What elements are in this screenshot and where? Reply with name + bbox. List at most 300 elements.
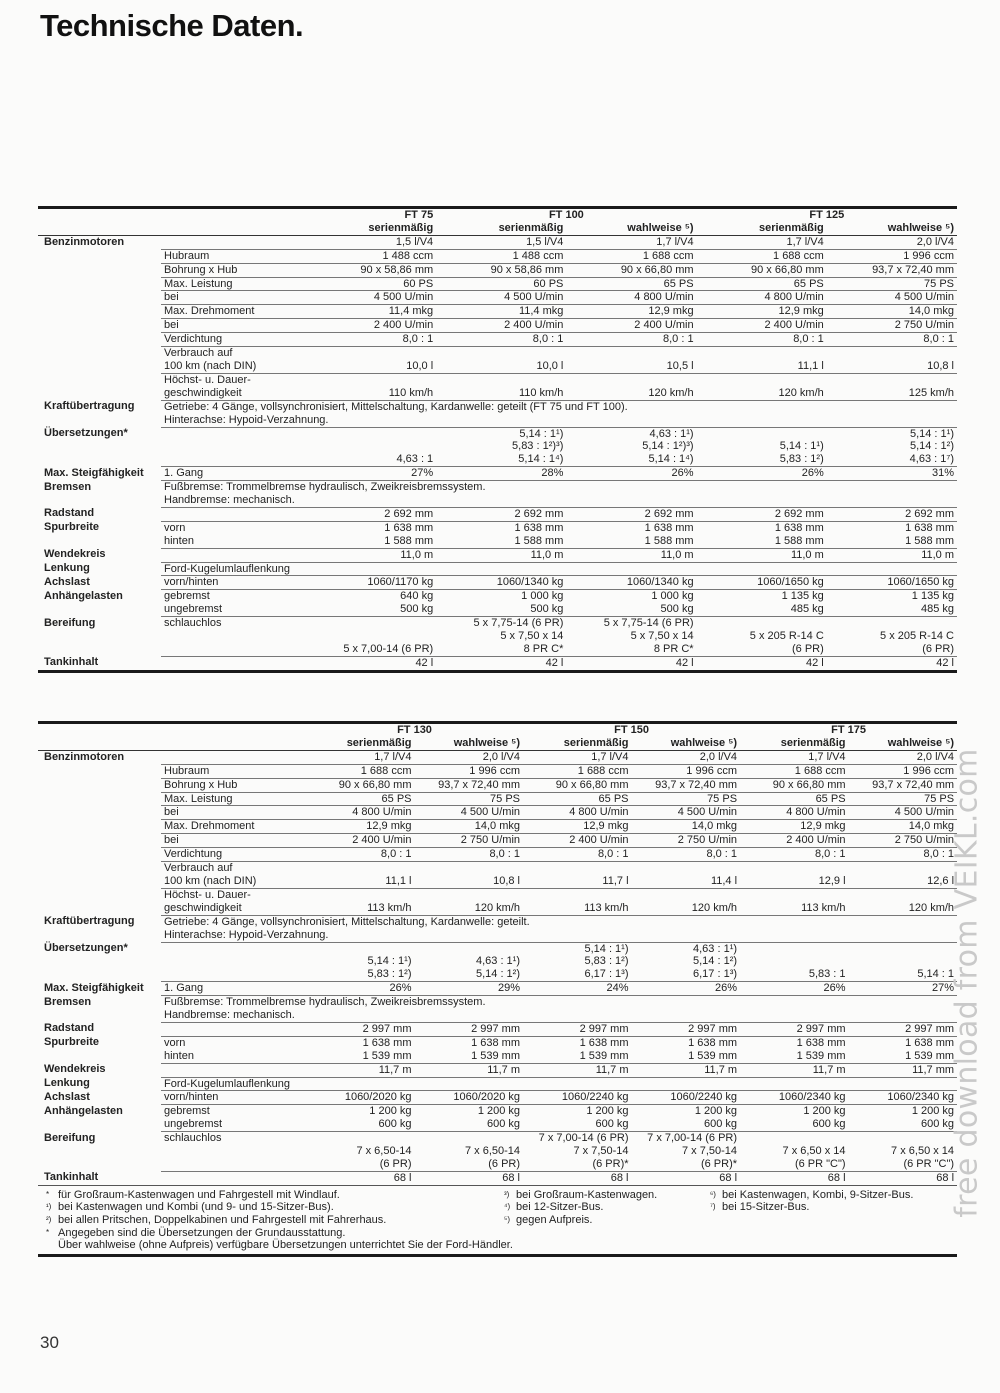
spec-value: 93,7 x 72,40 mm [415, 778, 524, 792]
spec-category [38, 764, 161, 778]
spec-value: 1 996 ccm [827, 249, 957, 263]
spec-value: 8,0 : 1 [436, 333, 566, 347]
spec-row [38, 507, 957, 521]
spec-category [38, 820, 161, 834]
spec-value: 1 996 ccm [632, 764, 741, 778]
spec-label: Max. Drehmoment [161, 820, 306, 834]
spec-label: vorn/hinten [161, 1091, 306, 1105]
page-title: Technische Daten. [40, 8, 304, 43]
spec-value: 8,0 : 1 [523, 848, 632, 862]
spec-description: Getriebe: 4 Gänge, vollsynchronisiert, Mittelschaltung, Kardanwelle: geteilt. Hinterachse: Hypoid-Verzahnung. [161, 915, 957, 942]
spec-row [38, 834, 957, 848]
spec-value: 68 l [936, 1171, 955, 1184]
footnote: ¹) bei Kastenwagen und Kombi (und 9- und 15-Sitzer-Bus). [46, 1201, 334, 1214]
spec-value: 11,7 l [523, 862, 632, 889]
spec-row [38, 750, 957, 764]
spec-value: 2 997 mm [632, 1022, 741, 1036]
spec-label: bei [161, 806, 306, 820]
spec-value: 65 PS [740, 792, 849, 806]
spec-value: 75 PS [827, 277, 957, 291]
spec-row [38, 1063, 957, 1077]
spec-value: 2 750 U/min [849, 834, 958, 848]
spec-value: 8,0 : 1 [632, 848, 741, 862]
spec-value: 1 638 mm 1 539 mm [523, 1036, 632, 1063]
spec-value: 1 638 mm 1 539 mm [306, 1036, 415, 1063]
spec-row [38, 1171, 957, 1184]
spec-value: 11,7 mm [849, 1063, 958, 1077]
spec-value: 65 PS [566, 277, 696, 291]
spec-value: 1 996 ccm [849, 764, 958, 778]
spec-label [161, 656, 306, 669]
model-header-row [38, 724, 957, 737]
spec-value: 1 488 ccm [306, 249, 436, 263]
footnote: ⁴) bei 12-Sitzer-Bus. [504, 1201, 604, 1214]
spec-value: 5,83 : 1 [740, 942, 849, 982]
spec-value: 2,0 l/V4 [415, 750, 524, 764]
spec-value: 90 x 66,80 mm [306, 778, 415, 792]
spec-category: Anhängelasten [44, 589, 123, 602]
spec-category [38, 305, 161, 319]
spec-category [38, 291, 161, 305]
spec-category [38, 778, 161, 792]
variant-label: wahlweise ⁵) [415, 737, 524, 750]
spec-category [38, 249, 161, 263]
spec-value: 90 x 58,86 mm [436, 263, 566, 277]
spec-category: Radstand [44, 507, 95, 520]
spec-row [38, 764, 957, 778]
spec-category: Benzinmotoren [44, 750, 125, 763]
spec-value: 1 638 mm 1 539 mm [849, 1036, 958, 1063]
spec-value: 1060/1170 kg [306, 576, 436, 590]
spec-value: 11,1 l [697, 347, 827, 374]
spec-value: 120 km/h [415, 888, 524, 915]
spec-value: 68 l [827, 1171, 846, 1184]
spec-row [38, 305, 957, 319]
spec-value: 93,7 x 72,40 mm [849, 778, 958, 792]
spec-value: 1 688 ccm [306, 764, 415, 778]
spec-value: 5,14 : 1¹) 5,83 : 1²)³) 5,14 : 1⁴) [436, 427, 566, 467]
spec-label [161, 1022, 306, 1036]
footnote: ³) bei Großraum-Kastenwagen. [504, 1188, 658, 1201]
spec-value: 8,0 : 1 [306, 333, 436, 347]
spec-label: bei [161, 291, 306, 305]
spec-row [38, 277, 957, 291]
spec-value: 2 692 mm [566, 507, 696, 521]
spec-value: 640 kg 500 kg [306, 590, 436, 617]
model-header-row [38, 209, 957, 222]
spec-category: Wendekreis [44, 1063, 106, 1076]
spec-value: 2 997 mm [415, 1022, 524, 1036]
spec-value: 2 400 U/min [740, 834, 849, 848]
footnote: ⁵) gegen Aufpreis. [504, 1214, 593, 1226]
spec-value: 5 x 7,00-14 (6 PR) [306, 617, 436, 657]
spec-value: 5,14 : 1¹) 5,83 : 1²) [306, 942, 415, 982]
spec-value: 4,63 : 1¹) 5,14 : 1²) 6,17 : 1³) [632, 942, 741, 982]
spec-value: 11,7 m [740, 1063, 849, 1077]
model-name: FT 175 [831, 724, 866, 736]
spec-description: Fußbremse: Trommelbremse hydraulisch, Zweikreisbremssystem. Handbremse: mechanisch. [161, 481, 957, 508]
spec-label [161, 548, 306, 562]
spec-value: 11,4 l [632, 862, 741, 889]
spec-value: 5,14 : 1¹) 5,83 : 1²) 6,17 : 1³) [523, 942, 632, 982]
spec-label: schlauchlos [161, 1132, 306, 1172]
spec-value: 4 800 U/min [523, 806, 632, 820]
spec-category [38, 373, 161, 400]
spec-category: Spurbreite [44, 521, 100, 534]
spec-value: 120 km/h [566, 373, 696, 400]
spec-category: Übersetzungen* [44, 942, 128, 954]
spec-value: 2 997 mm [523, 1022, 632, 1036]
spec-value: 68 l [502, 1171, 521, 1184]
spec-value: 42 l [936, 656, 954, 669]
spec-row [38, 347, 957, 374]
spec-value: 2,0 l/V4 [827, 235, 957, 249]
spec-value: 1060/1340 kg [566, 576, 696, 590]
footnote: * für Großraum-Kastenwagen und Fahrgestell mit Windlauf. [46, 1188, 340, 1201]
spec-value: 7 x 7,00-14 (6 PR) 7 x 7,50-14 (6 PR)* [523, 1132, 632, 1172]
spec-value: 1060/2240 kg [523, 1091, 632, 1105]
variant-label: serienmäßig [306, 222, 436, 235]
spec-row [38, 915, 957, 942]
footnotes [38, 1185, 957, 1254]
spec-value: 4 500 U/min [436, 291, 566, 305]
spec-value: 120 km/h [849, 888, 958, 915]
spec-row [38, 481, 957, 508]
spec-category: Übersetzungen* [44, 427, 128, 439]
spec-row [38, 467, 957, 481]
spec-value: 10,8 l [415, 862, 524, 889]
spec-value: 11,0 m [697, 548, 827, 562]
spec-value: 11,7 m [415, 1063, 524, 1077]
spec-label: Max. Leistung [161, 792, 306, 806]
spec-value: 2,0 l/V4 [632, 750, 741, 764]
spec-label: Verbrauch auf 100 km (nach DIN) [161, 347, 306, 374]
spec-category: Achslast [44, 1090, 90, 1103]
spec-value: 1 200 kg 600 kg [523, 1105, 632, 1132]
spec-value: 5 x 205 R-14 C (6 PR) [827, 617, 957, 657]
spec-value: 1 688 ccm [523, 764, 632, 778]
spec-value: 10,5 l [566, 347, 696, 374]
spec-value: 75 PS [415, 792, 524, 806]
spec-value: 4 500 U/min [632, 806, 741, 820]
spec-label: Verdichtung [161, 848, 306, 862]
spec-row [38, 1022, 957, 1036]
spec-category: Bereifung [44, 1131, 96, 1144]
spec-category: Lenkung [44, 1077, 90, 1090]
spec-value: 2 400 U/min [523, 834, 632, 848]
spec-value: 10,0 l [436, 347, 566, 374]
spec-value: 1060/1650 kg [697, 576, 827, 590]
spec-row [38, 996, 957, 1023]
model-name: FT 125 [809, 209, 845, 221]
page-number: 30 [40, 1333, 59, 1352]
spec-value: 1,5 l/V4 [306, 235, 436, 249]
spec-row [38, 400, 957, 427]
spec-value: 12,9 mkg [566, 305, 696, 319]
spec-value: 2 997 mm [849, 1022, 958, 1036]
spec-label [161, 427, 306, 467]
spec-value: 2 400 U/min [566, 319, 696, 333]
spec-value: 1 688 ccm [566, 249, 696, 263]
spec-value: 7 x 6,50-14 (6 PR) [306, 1132, 415, 1172]
spec-row [38, 548, 957, 562]
spec-value: 1060/2020 kg [306, 1091, 415, 1105]
spec-value: 11,0 m [827, 548, 957, 562]
spec-category [38, 888, 161, 915]
spec-value: 90 x 66,80 mm [740, 778, 849, 792]
spec-row [38, 1036, 957, 1063]
spec-value: 26% [632, 982, 741, 996]
spec-row [38, 1077, 957, 1091]
spec-category [38, 848, 161, 862]
spec-value: 1060/2340 kg [849, 1091, 958, 1105]
spec-value: 2 692 mm [436, 507, 566, 521]
spec-label: Hubraum [161, 249, 306, 263]
spec-value: 1,5 l/V4 [436, 235, 566, 249]
spec-value: 10,8 l [827, 347, 957, 374]
spec-value: 12,6 l [849, 862, 958, 889]
spec-label: Verbrauch auf 100 km (nach DIN) [161, 862, 306, 889]
spec-label [161, 1063, 306, 1077]
spec-value: 113 km/h [740, 888, 849, 915]
spec-value: 90 x 58,86 mm [306, 263, 436, 277]
spec-value: 1 200 kg 600 kg [740, 1105, 849, 1132]
spec-label: vorn/hinten [161, 576, 306, 590]
spec-row [38, 521, 957, 548]
spec-label: gebremst ungebremst [161, 1105, 306, 1132]
spec-table-ft75-ft125 [38, 206, 957, 673]
spec-value: 1 638 mm 1 539 mm [740, 1036, 849, 1063]
spec-value: 1 638 mm 1 588 mm [827, 521, 957, 548]
spec-value: 8,0 : 1 [306, 848, 415, 862]
variant-label: wahlweise ⁵) [849, 737, 958, 750]
spec-value: 1 638 mm 1 588 mm [566, 521, 696, 548]
spec-value: 8,0 : 1 [566, 333, 696, 347]
spec-row [38, 427, 957, 467]
spec-row [38, 1091, 957, 1105]
spec-value: 42 l [545, 656, 564, 669]
spec-value: 1,7 l/V4 [523, 750, 632, 764]
spec-row [38, 291, 957, 305]
spec-row [38, 1105, 957, 1132]
footnote: ²) bei allen Pritschen, Doppelkabinen und Fahrgestell mit Fahrerhaus. [46, 1214, 387, 1226]
spec-row [38, 806, 957, 820]
spec-value: 24% [523, 982, 632, 996]
spec-row [38, 249, 957, 263]
spec-value: 7 x 7,00-14 (6 PR) 7 x 7,50-14 (6 PR)* [632, 1132, 741, 1172]
spec-value: 4 500 U/min [849, 806, 958, 820]
spec-value: 42 l [415, 656, 434, 669]
spec-label: bei [161, 319, 306, 333]
spec-value: 90 x 66,80 mm [697, 263, 827, 277]
spec-value: 68 l [610, 1171, 629, 1184]
spec-value: 2 997 mm [740, 1022, 849, 1036]
spec-value: 5,14 : 1 [849, 942, 958, 982]
spec-category: Achslast [44, 575, 90, 588]
spec-category: Wendekreis [44, 548, 106, 561]
spec-value: 1 996 ccm [415, 764, 524, 778]
spec-category: Anhängelasten [44, 1104, 123, 1117]
spec-value: 65 PS [523, 792, 632, 806]
spec-category: Kraftübertragung [44, 400, 135, 413]
spec-label: 1. Gang [161, 467, 306, 481]
spec-category [38, 319, 161, 333]
spec-row [38, 562, 957, 576]
spec-value: 5 x 7,75-14 (6 PR) 5 x 7,50 x 14 8 PR C* [566, 617, 696, 657]
spec-value: 8,0 : 1 [740, 848, 849, 862]
spec-value: 2,0 l/V4 [849, 750, 958, 764]
footnote: Über wahlweise (ohne Aufpreis) verfügbare Übersetzungen unterrichtet Sie der Ford-Händler. [58, 1239, 513, 1252]
spec-category [38, 806, 161, 820]
spec-value: 1 638 mm 1 539 mm [632, 1036, 741, 1063]
spec-category: Bereifung [44, 616, 96, 629]
footnote: ⁷) bei 15-Sitzer-Bus. [710, 1201, 810, 1214]
spec-category: Radstand [44, 1022, 95, 1035]
spec-value: 4 800 U/min [740, 806, 849, 820]
spec-category: Spurbreite [44, 1036, 100, 1049]
spec-value: 1 638 mm 1 588 mm [436, 521, 566, 548]
spec-value: 26% [740, 982, 849, 996]
variant-label: serienmäßig [523, 737, 632, 750]
spec-label: schlauchlos [161, 617, 306, 657]
spec-description: Ford-Kugelumlauflenkung [161, 1077, 957, 1091]
model-name: FT 150 [614, 724, 649, 736]
spec-value: 12,9 mkg [740, 820, 849, 834]
spec-value: 1060/2020 kg [415, 1091, 524, 1105]
spec-label: Bohrung x Hub [161, 778, 306, 792]
spec-value: 1 488 ccm [436, 249, 566, 263]
spec-value: 4 500 U/min [827, 291, 957, 305]
spec-value: 42 l [675, 656, 694, 669]
spec-category: Bremsen [44, 480, 92, 493]
spec-value: 75 PS [849, 792, 958, 806]
spec-value: 8,0 : 1 [415, 848, 524, 862]
spec-value: 4 800 U/min [566, 291, 696, 305]
spec-value: 2 692 mm [306, 507, 436, 521]
spec-value: 27% [306, 467, 436, 481]
spec-row [38, 942, 957, 982]
spec-value: 8,0 : 1 [827, 333, 957, 347]
spec-value: 90 x 66,80 mm [523, 778, 632, 792]
spec-row [38, 576, 957, 590]
spec-label: bei [161, 834, 306, 848]
spec-label: gebremst ungebremst [161, 590, 306, 617]
spec-value: 113 km/h [306, 888, 415, 915]
spec-category: Kraftübertragung [44, 915, 135, 928]
spec-row [38, 333, 957, 347]
spec-row [38, 888, 957, 915]
spec-row [38, 848, 957, 862]
spec-value: 11,0 m [566, 548, 696, 562]
spec-value: 4,63 : 1¹) 5,14 : 1²)³) 5,14 : 1⁴) [566, 427, 696, 467]
spec-label [161, 1171, 306, 1184]
spec-value: 5,14 : 1¹) 5,83 : 1²) [697, 427, 827, 467]
spec-value: 1 200 kg 600 kg [415, 1105, 524, 1132]
spec-value: 120 km/h [632, 888, 741, 915]
spec-row [38, 656, 957, 669]
spec-value: 1060/1650 kg [827, 576, 957, 590]
spec-value: 1 638 mm 1 588 mm [306, 521, 436, 548]
spec-row [38, 373, 957, 400]
spec-value: 1 688 ccm [740, 764, 849, 778]
spec-value: 26% [697, 467, 827, 481]
spec-value: 2 750 U/min [827, 319, 957, 333]
spec-category [38, 333, 161, 347]
spec-row [38, 590, 957, 617]
spec-value: 12,9 mkg [523, 820, 632, 834]
spec-value: 26% [306, 982, 415, 996]
spec-value: 8,0 : 1 [849, 848, 958, 862]
spec-value: 1,7 l/V4 [740, 750, 849, 764]
spec-category [38, 263, 161, 277]
spec-category [38, 792, 161, 806]
spec-category [38, 347, 161, 374]
spec-value: 75 PS [632, 792, 741, 806]
spec-value: 11,4 mkg [306, 305, 436, 319]
spec-value: 1 135 kg 485 kg [697, 590, 827, 617]
spec-value: 2 750 U/min [415, 834, 524, 848]
spec-category [38, 834, 161, 848]
spec-row [38, 778, 957, 792]
spec-value: 1 638 mm 1 588 mm [697, 521, 827, 548]
spec-label: Max. Leistung [161, 277, 306, 291]
spec-value: 2 997 mm [306, 1022, 415, 1036]
spec-value: 31% [827, 467, 957, 481]
spec-value: 93,7 x 72,40 mm [632, 778, 741, 792]
spec-value: 120 km/h [697, 373, 827, 400]
spec-value: 10,0 l [306, 347, 436, 374]
spec-description: Getriebe: 4 Gänge, vollsynchronisiert, Mittelschaltung, Kardanwelle: geteilt (FT 75 und FT 100). Hinterachse: Hypoid-Verzahnung. [161, 400, 957, 427]
spec-value: 2 750 U/min [632, 834, 741, 848]
spec-value: 1 000 kg 500 kg [566, 590, 696, 617]
spec-value: 7 x 6,50-14 (6 PR) [415, 1132, 524, 1172]
spec-value: 4 800 U/min [306, 806, 415, 820]
spec-category: Lenkung [44, 562, 90, 575]
spec-value: 1 200 kg 600 kg [849, 1105, 958, 1132]
spec-value: 68 l [719, 1171, 738, 1184]
spec-value: 1060/1340 kg [436, 576, 566, 590]
model-name: FT 75 [404, 209, 434, 221]
spec-value: 1,7 l/V4 [697, 235, 827, 249]
spec-value: 113 km/h [523, 888, 632, 915]
spec-value: 1060/2240 kg [632, 1091, 741, 1105]
spec-value: 14,0 mkg [415, 820, 524, 834]
spec-value: 14,0 mkg [632, 820, 741, 834]
variant-label: wahlweise ⁵) [827, 222, 957, 235]
spec-value: 11,1 l [306, 862, 415, 889]
spec-row [38, 792, 957, 806]
spec-value: 4 500 U/min [415, 806, 524, 820]
spec-row [38, 1132, 957, 1172]
spec-label: Hubraum [161, 764, 306, 778]
spec-row [38, 263, 957, 277]
spec-value: 2 400 U/min [306, 834, 415, 848]
spec-value: 4,63 : 1 [306, 427, 436, 467]
spec-value: 1 135 kg 485 kg [827, 590, 957, 617]
spec-label [161, 235, 306, 249]
model-name: FT 130 [397, 724, 432, 736]
spec-category: Benzinmotoren [44, 235, 125, 248]
spec-value: 1 688 ccm [697, 249, 827, 263]
spec-value: 60 PS [436, 277, 566, 291]
spec-row [38, 982, 957, 996]
spec-category: Tankinhalt [44, 656, 99, 669]
spec-value: 12,9 mkg [306, 820, 415, 834]
spec-value: 11,7 m [306, 1063, 415, 1077]
spec-value: 5 x 7,75-14 (6 PR) 5 x 7,50 x 14 8 PR C* [436, 617, 566, 657]
spec-row [38, 319, 957, 333]
spec-label: Bohrung x Hub [161, 263, 306, 277]
